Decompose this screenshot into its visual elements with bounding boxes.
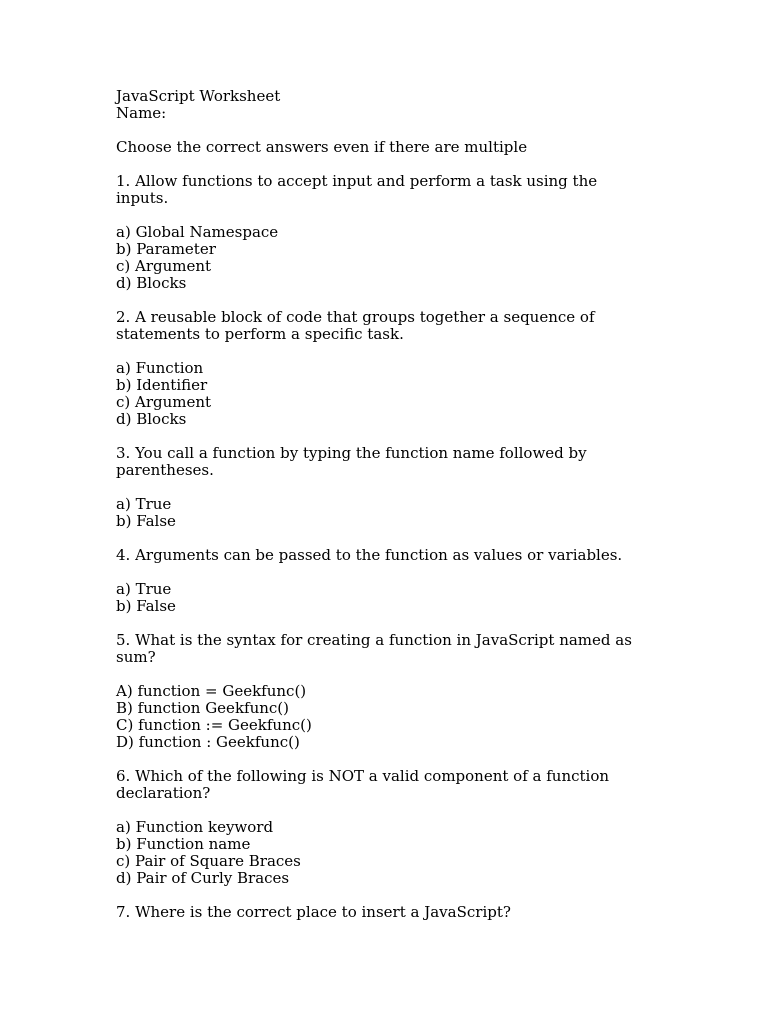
question-2-text-line-2: statements to perform a specific task. [116, 325, 404, 343]
question-2-options [116, 360, 656, 428]
option-b: b) Identifier [116, 376, 208, 394]
question-6-options [116, 819, 656, 887]
worksheet-title: JavaScript Worksheet [116, 87, 281, 105]
question-1-text-line-1: 1. Allow functions to accept input and perform a task using the [116, 172, 598, 190]
option-c: C) function := Geekfunc() [116, 716, 312, 734]
option-c: c) Pair of Square Braces [116, 852, 301, 870]
spacer [116, 122, 656, 139]
question-4 [116, 547, 656, 564]
spacer [116, 156, 656, 173]
question-4-text-line-1: 4. Arguments can be passed to the function as values or variables. [116, 546, 623, 564]
question-3-text-line-2: parentheses. [116, 461, 214, 479]
spacer [116, 530, 656, 547]
question-5-options [116, 683, 656, 751]
spacer [116, 343, 656, 360]
question-3-text-line-1: 3. You call a function by typing the function name followed by [116, 444, 587, 462]
option-c: c) Argument [116, 393, 212, 411]
option-d: d) Pair of Curly Braces [116, 869, 290, 887]
spacer [116, 207, 656, 224]
option-d: d) Blocks [116, 274, 187, 292]
question-2-text-line-1: 2. A reusable block of code that groups together a sequence of [116, 308, 595, 326]
question-5 [116, 632, 656, 666]
option-d: d) Blocks [116, 410, 187, 428]
question-7 [116, 904, 656, 921]
option-b: B) function Geekfunc() [116, 699, 290, 717]
question-1-text-line-2: inputs. [116, 189, 169, 207]
option-a: a) True [116, 580, 172, 598]
spacer [116, 751, 656, 768]
spacer [116, 479, 656, 496]
spacer [116, 666, 656, 683]
question-5-text-line-2: sum? [116, 648, 156, 666]
question-2 [116, 309, 656, 343]
spacer [116, 887, 656, 904]
option-a: a) Function [116, 359, 204, 377]
option-a: A) function = Geekfunc() [116, 682, 307, 700]
question-1-options [116, 224, 656, 292]
instructions: Choose the correct answers even if there are multiple [116, 138, 528, 156]
option-d: D) function : Geekfunc() [116, 733, 300, 751]
name-label: Name: [116, 104, 167, 122]
spacer [116, 564, 656, 581]
option-a: a) True [116, 495, 172, 513]
question-4-options [116, 581, 656, 615]
option-a: a) Function keyword [116, 818, 274, 836]
option-b: b) Parameter [116, 240, 216, 258]
question-5-text-line-1: 5. What is the syntax for creating a function in JavaScript named as [116, 631, 632, 649]
option-b: b) Function name [116, 835, 251, 853]
spacer [116, 292, 656, 309]
spacer [116, 615, 656, 632]
question-3 [116, 445, 656, 479]
question-7-text-line-1: 7. Where is the correct place to insert a JavaScript? [116, 903, 511, 921]
option-b: b) False [116, 512, 176, 530]
option-a: a) Global Namespace [116, 223, 279, 241]
worksheet-page [116, 88, 656, 921]
question-6 [116, 768, 656, 802]
question-1 [116, 173, 656, 207]
option-b: b) False [116, 597, 176, 615]
question-3-options [116, 496, 656, 530]
spacer [116, 428, 656, 445]
option-c: c) Argument [116, 257, 212, 275]
question-6-text-line-1: 6. Which of the following is NOT a valid component of a function [116, 767, 610, 785]
question-6-text-line-2: declaration? [116, 784, 211, 802]
spacer [116, 802, 656, 819]
